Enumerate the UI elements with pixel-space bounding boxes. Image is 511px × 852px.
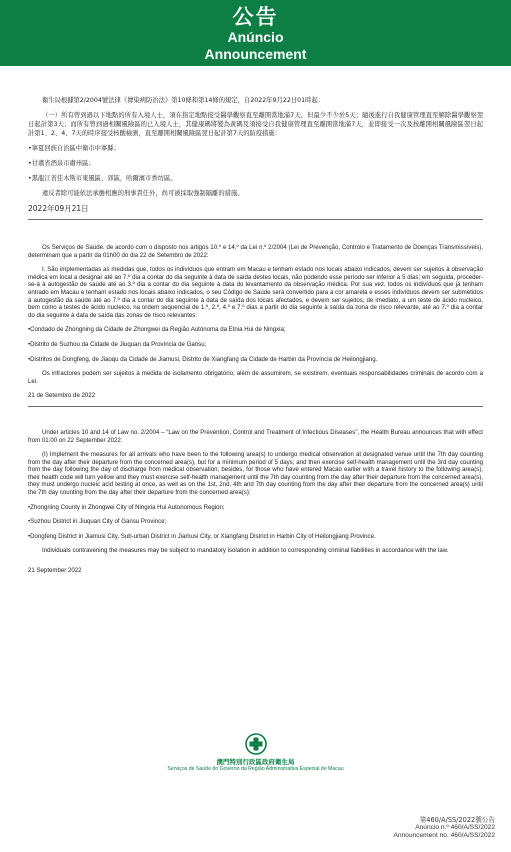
portuguese-measure: I. São implementadas as medidas que, todos os indivíduos que entram em Macau e tenham estado nos locais abaixo indicados, devem ser sujeitos à observação médica em local a designar até ao 7.º dia a contar do dia seguinte à data de saída destes locais, não podendo esse período ser inferior a 5 dias; em seguida, proceder-se-á à autogestão de saúde até ao 3.º dia a contar do dia seguinte à data do levantamento da observação médica. Por sua vez, todos os indivíduos que já tenham entrado em Macau e tenham estado nos locais abaixo indicados, o seu Código de Saúde será convertido para a cor amarela e esses indivíduos devem ser submetidos à autogestão da saúde até ao 7.º dia a contar do dia seguinte à data de saída dos locais afectados, e devem ser sujeitos, de imediato, a um teste de ácido nucleico, bem como a testes de ácido nucleico, na ordem sequencial de 1.º, 2.º, 4.º e 7.º dias a partir do dia seguinte à saída da zona de risco relevante, até ao 7.º dia a contar do dia seguinte à data de saída das zonas de risco relevantes:: [28, 266, 483, 319]
english-place: •Dongfeng District in Jiamusi City, Sub-urban District in Jiamusi City, or Xiangfang District in Harbin City of Heilongjiang Province.: [28, 532, 376, 540]
portuguese-place: •Condado de Zhongning da Cidade de Zhongwei da Região Autónoma da Etnia Hui de Ningxia;: [28, 326, 286, 334]
reference-chinese: 第460/A/SS/2022號公告: [419, 816, 495, 824]
english-intro: Under articles 10 and 14 of Law no. 2/2004 – “Law on the Prevention, Control and Treatment of Infectious Diseases”, the Health Bureau announces that with effect from 01:00 on 22 September 2022:: [28, 428, 483, 444]
english-section: [28, 429, 483, 575]
portuguese-place: •Distrito de Suzhou da Cidade de Jiuquan da Província de Gansu;: [28, 340, 207, 348]
portuguese-closing: Os infractores podem ser sujeitos à medida de isolamento obrigatório, além de assumirem, se existirem, eventuais responsabilidades criminais de acordo com a Lei.: [28, 370, 483, 385]
chinese-section: [28, 96, 483, 213]
chinese-closing: 違反者除可能依法承擔相應的刑事責任外，尚可被採取強制隔離的措施。: [42, 190, 244, 197]
chinese-date: 2022年09月21日: [28, 204, 89, 213]
portuguese-date: 21 de Setembro de 2022: [28, 392, 96, 400]
announcement-reference: [393, 816, 495, 841]
english-closing: Individuals contravening the measures may be subject to mandatory isolation in addition to corresponding criminal liabilities in accordance with the law.: [42, 547, 449, 555]
footer-org-chinese: 澳門特別行政區政府衛生局: [216, 758, 295, 766]
chinese-measure: （一）所有曾到過以下地點的所有入境人士，須在指定地點接受醫學觀察直至離開當地滿7天，但最少不少於5天；隨後進行自我健康管理直至解除醫學觀察翌日起計第3天；而所有曾到過相關風險區的已入境人士，其健康碼將變為黃碼及須接受自我健康管理直至離開當地滿7天，並即接受一次及按離開相關風險區翌日起計第1、2、4、7天的時序接受核酸檢測，直至離開相關風險區翌日起計第7天的防疫措施：: [28, 112, 483, 137]
english-place: •Zhongning County in Zhongwei City of Ningxia Hui Autonomous Region;: [28, 503, 225, 511]
reference-english: Announcement no. 460/A/SS/2022: [393, 832, 495, 840]
announcement-header: [0, 0, 511, 66]
portuguese-section: [28, 244, 483, 400]
footer-org-portuguese: Serviços de Saúde do Governo da Região Administrativa Especial de Macau: [167, 766, 344, 772]
announcement-body: [0, 96, 511, 575]
title-portuguese: Anúncio: [227, 29, 284, 45]
section-divider: [28, 219, 483, 220]
section-divider: [28, 406, 483, 407]
portuguese-place: •Distritos de Dongfeng, de Jiaoqu da Cidade de Jiamusi, Distrito de Xiangfang da Cidade de Harbin da Província de Heilongjiang.: [28, 355, 378, 363]
reference-portuguese: Anúncio n.º 460/A/SS/2022: [415, 824, 495, 832]
chinese-place: •寧夏回族自治區中衛市中寧縣；: [28, 145, 120, 152]
chinese-place: •甘肅省酒泉市肅州區；: [28, 160, 95, 167]
chinese-intro: 衛生局根據第2/2004號法律《傳染病防治法》第10條和第14條的規定，自2022年9月22日01時起：: [42, 97, 325, 104]
english-measure: (I) Implement the measures for all arrivals who have been to the following area(s) to undergo medical observation at designated venue until the 7th day counting from the day after their departure from the concerned area(s), but for a minimum period of 5 days; and then exercise self-health management until the 3rd day counting from the day following the day of discharge from medical observation; besides, for those who have entered Macao earlier with a travel history to the following area(s), their health code will turn yellow and they must exercise self-health management until the 7th day counting from the day after their departure from the concerned area(s), they must undergo nucleic acid testing at once, as well as on the 1st, 2nd, 4th and 7th day counting from the day after their departure from the concerned area(s) until the 7th day counting from the day after their departure from the concerned area(s):: [28, 451, 483, 497]
english-date: 21 September 2022: [28, 567, 82, 575]
chinese-place: •黑龍江省佳木斯市東風區、郊區，哈爾濱市香坊區。: [28, 175, 177, 182]
portuguese-intro: Os Serviços de Saúde, de acordo com o disposto nos artigos 10.º e 14.º da Lei n.º 2/2004 (Lei de Prevenção, Controlo e Tratamento de Doenças Transmissíveis), determinam que a partir da 01h00 do dia 22 de Setembro de 2022:: [28, 244, 483, 259]
title-english: Announcement: [204, 46, 307, 62]
english-place: •Suzhou District in Jiuquan City of Gansu Province;: [28, 518, 167, 526]
footer: [0, 733, 511, 772]
health-bureau-logo-icon: [245, 733, 267, 755]
title-chinese: 公告: [232, 5, 279, 29]
